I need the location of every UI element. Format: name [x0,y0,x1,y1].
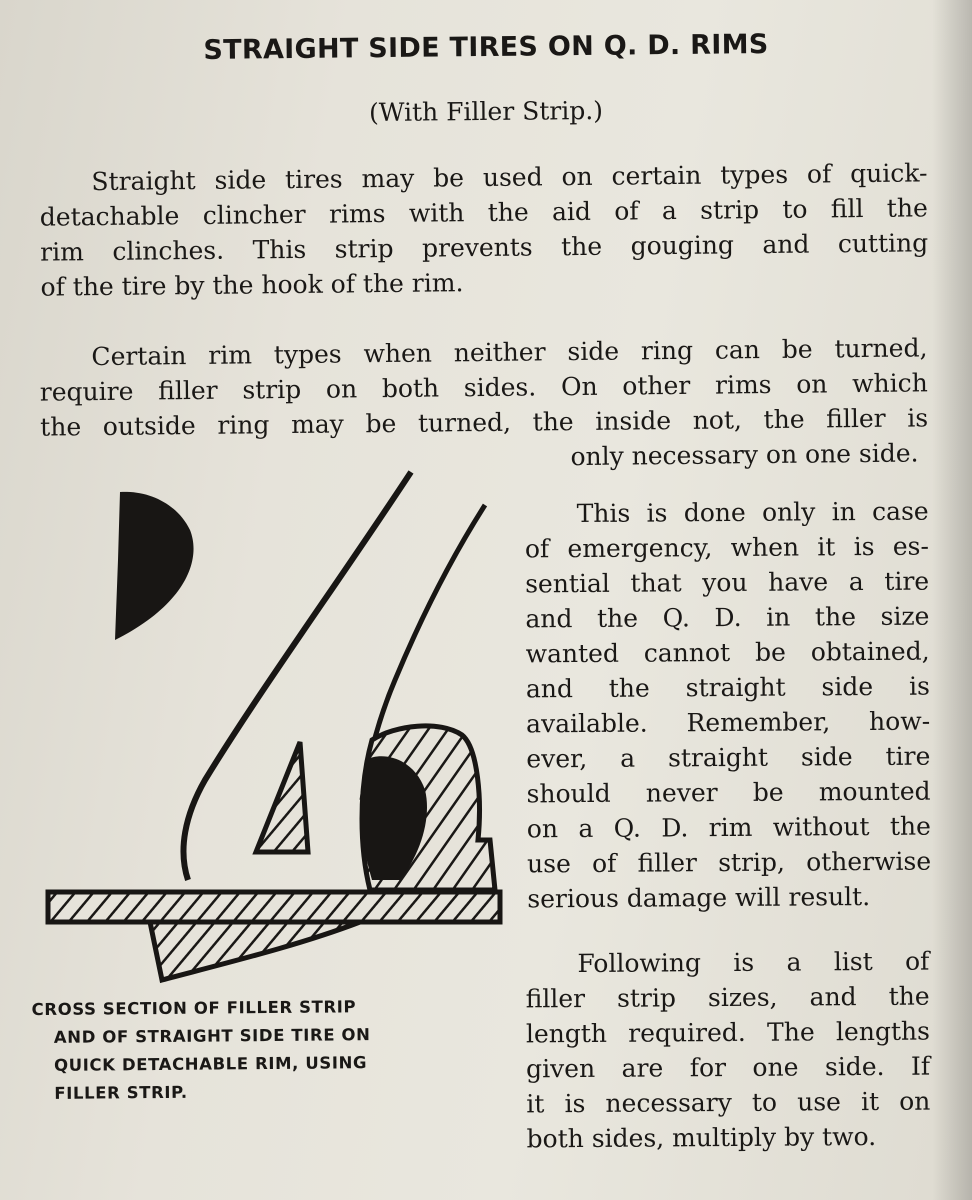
caption-line: AND OF STRAIGHT SIDE TIRE ON [53,1025,371,1047]
text-line: Certain rim types when neither side ring can be turned, [91,333,928,372]
caption-line: QUICK DETACHABLE RIM, USING [54,1053,368,1075]
text-line: and the Q. D. in the size [525,601,930,634]
text-line: Straight side tires may be used on certain types of quick- [91,158,928,197]
text-line: wanted cannot be obtained, [525,636,930,669]
text-line: the outside ring may be turned, the inside not, the filler is [40,403,929,442]
text-line: of emergency, when it is es- [524,531,929,564]
text-line: on a Q. D. rim without the [526,811,931,844]
text-line: rim clinches. This strip prevents the gouging and cutting [40,228,929,267]
rim-base [48,892,500,922]
text-line: length required. The lengths [525,1016,930,1049]
caption-line: CROSS SECTION OF FILLER STRIP [31,997,357,1020]
text-line: sential that you have a tire [525,566,930,599]
text-line: given are for one side. If [526,1051,931,1084]
text-line: should never be mounted [526,776,931,809]
text-line: available. Remember, how- [526,706,931,739]
text-line: of the tire by the hook of the rim. [40,268,464,302]
text-line: serious damage will result. [527,882,871,914]
text-line: and the straight side is [525,671,930,704]
text-line: This is done only in case [576,496,929,529]
text-line: only necessary on one side. [570,438,919,472]
page-subtitle: (With Filler Strip.) [368,95,604,128]
page-title: STRAIGHT SIDE TIRES ON Q. D. RIMS [203,29,769,66]
rim-lower-wedge [150,922,360,980]
tire-bead-shape [115,492,194,640]
filler-strip-triangle [256,742,308,852]
text-line: it is necessary to use it on [526,1086,931,1119]
text-line: use of filler strip, otherwise [527,846,932,879]
text-line: both sides, multiply by two. [526,1121,877,1154]
text-line: require filler strip on both sides. On other rims on which [39,368,928,407]
text-line: Following is a list of [577,946,930,979]
text-line: detachable clincher rims with the aid of a strip to fill the [39,193,928,232]
caption-line: FILLER STRIP. [54,1082,188,1103]
text-line: ever, a straight side tire [526,741,931,774]
text-line: filler strip sizes, and the [525,981,930,1014]
